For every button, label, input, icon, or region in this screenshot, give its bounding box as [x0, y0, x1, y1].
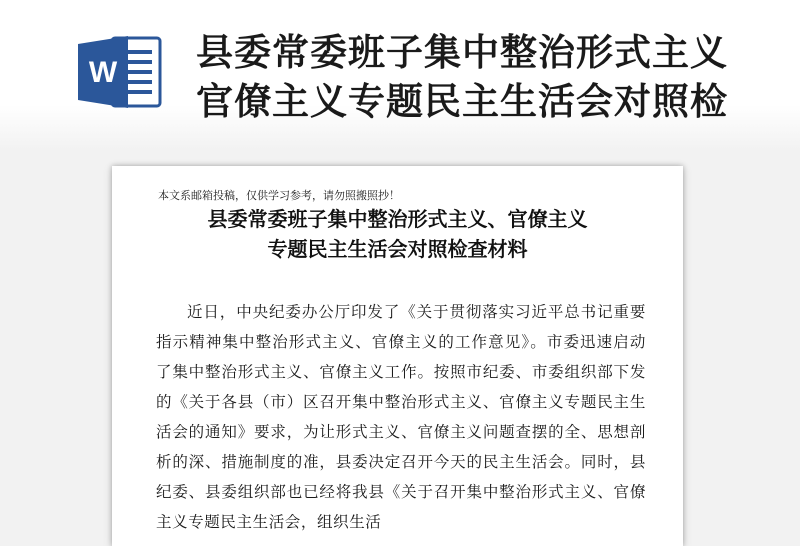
banner-title-line-1: 县委常委班子集中整治形式主义 [196, 31, 728, 74]
submission-notice: 本文系邮箱投稿，仅供学习参考，请勿照搬照抄！ [158, 189, 400, 202]
document-page [112, 166, 683, 546]
banner-title-line-2: 官僚主义专题民主生活会对照检 [196, 80, 728, 123]
body-paragraph: 近日，中央纪委办公厅印发了《关于贯彻落实习近平总书记重要指示精神集中整治形式主义、官僚主义的工作意见》。市委迅速启动了集中整治形式主义、官僚主义工作。按照市纪委、市委组织部下发的《关于各县（市）区召开集中整治形式主义、官僚主义专题民主生活会的通知》要求，为让形式主义、官僚主义问题查摆的全、思想剖析的深、措施制度的准，县委决定召开今天的民主生活会。同时，县纪委、县委组织部也已经将我县《关于召开集中整治形式主义、官僚主义专题民主生活会，组织生活 [156, 303, 646, 531]
banner [0, 0, 800, 150]
document-title-line-1: 县委常委班子集中整治形式主义、官僚主义 [207, 207, 588, 231]
banner-title [196, 28, 786, 126]
document-title-line-2: 专题民主生活会对照检查材料 [267, 237, 528, 261]
word-document-icon [76, 34, 166, 110]
document-title [112, 204, 683, 264]
word-icon-letter: W [88, 56, 118, 89]
